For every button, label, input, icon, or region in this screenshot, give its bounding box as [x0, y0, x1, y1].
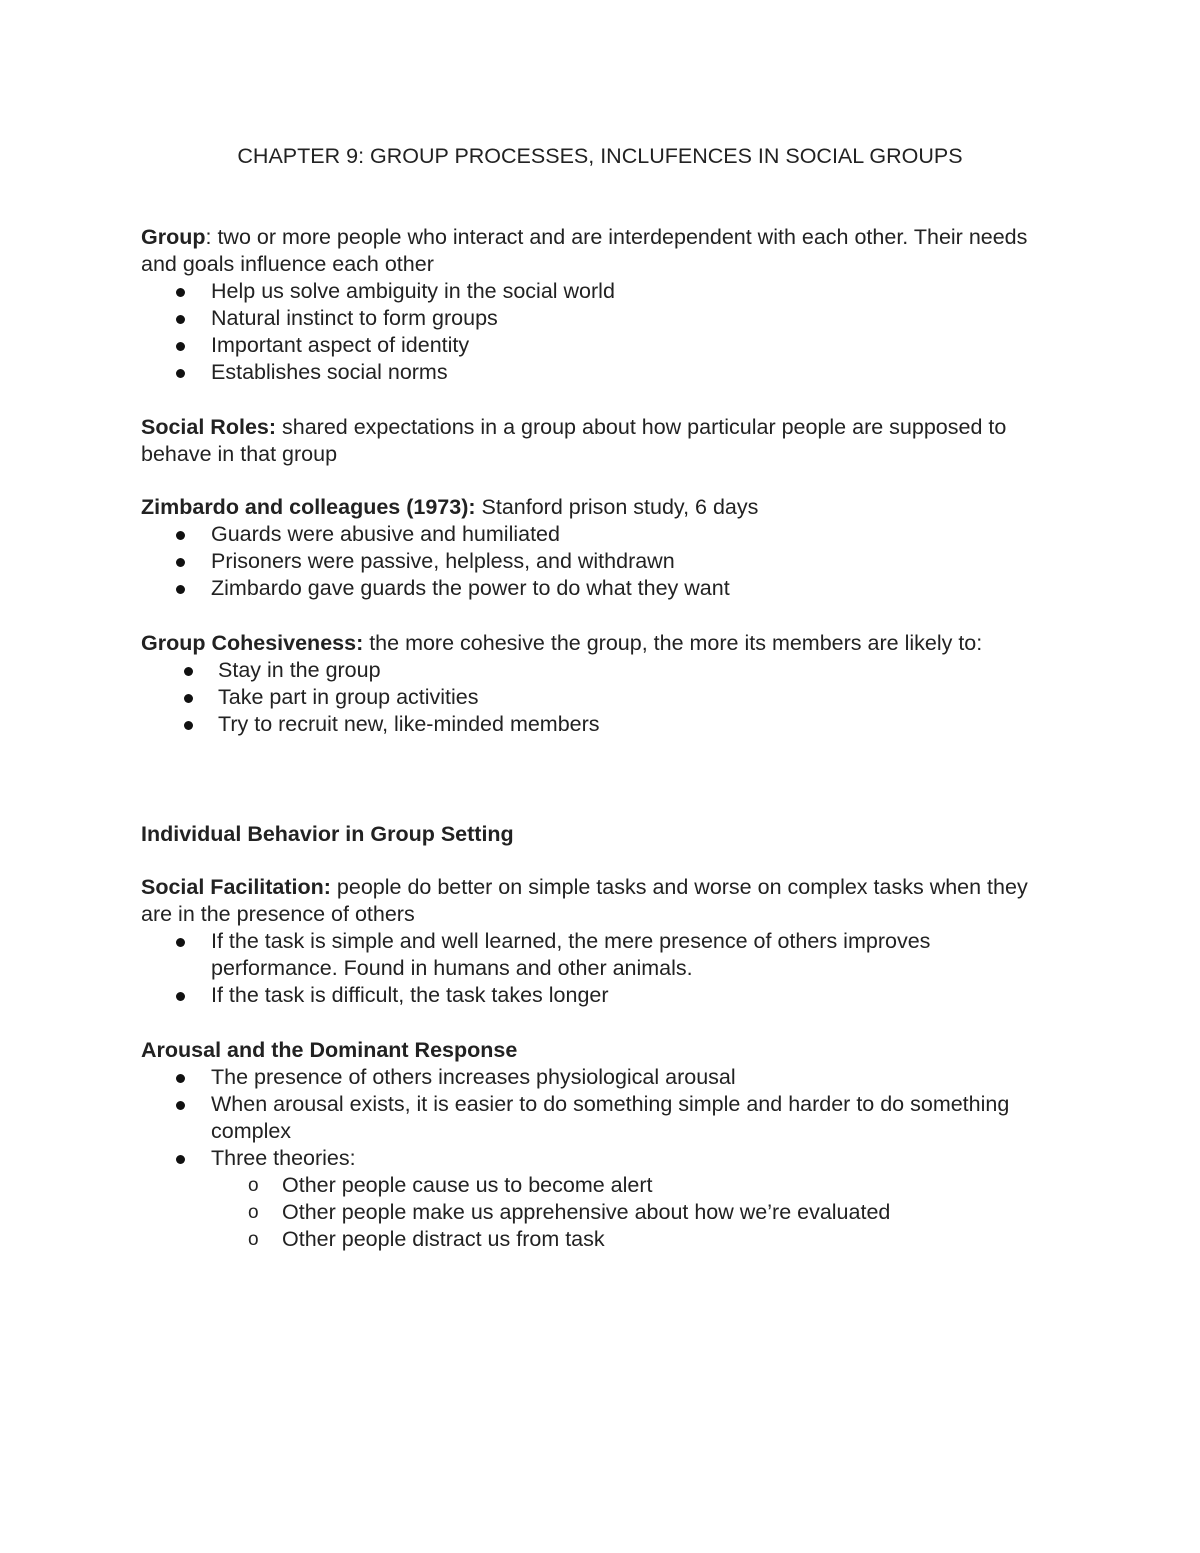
cohesiveness-definition — [141, 630, 1051, 657]
cohesiveness-bullet-list — [141, 657, 1051, 738]
group-section — [141, 224, 1051, 386]
list-item: Guards were abusive and humiliated — [141, 521, 1051, 548]
list-item: Zimbardo gave guards the power to do what they want — [141, 575, 1051, 602]
zimbardo-bullet-list — [141, 521, 1051, 602]
social-roles-definition-text: shared expectations in a group about how particular people are supposed to behave in that group — [141, 415, 1007, 466]
sub-list-item: o Other people make us apprehensive about how we’re evaluated — [141, 1199, 1051, 1226]
arousal-bullet-list — [141, 1064, 1051, 1172]
list-item: If the task is difficult, the task takes longer — [141, 982, 1051, 1009]
cohesiveness-definition-text: the more cohesive the group, the more its members are likely to: — [363, 631, 983, 655]
zimbardo-section — [141, 494, 1051, 602]
list-item: If the task is simple and well learned, the mere presence of others improves performance. Found in humans and other animals. — [141, 928, 1051, 982]
zimbardo-term: Zimbardo and colleagues (1973): — [141, 495, 476, 519]
sub-list-item: o Other people cause us to become alert — [141, 1172, 1051, 1199]
group-term: Group — [141, 225, 206, 249]
group-definition-text: : two or more people who interact and are interdependent with each other. Their needs and goals influence each other — [141, 225, 1028, 276]
list-item: When arousal exists, it is easier to do something simple and harder to do something complex — [141, 1091, 1051, 1145]
list-item: Natural instinct to form groups — [141, 305, 1051, 332]
social-roles-section — [141, 414, 1051, 468]
sub-list-item: o Other people distract us from task — [141, 1226, 1051, 1253]
list-item: Prisoners were passive, helpless, and withdrawn — [141, 548, 1051, 575]
list-item: Important aspect of identity — [141, 332, 1051, 359]
section-heading: Individual Behavior in Group Setting — [141, 822, 514, 846]
zimbardo-definition-text: Stanford prison study, 6 days — [475, 495, 759, 519]
facilitation-definition-text: people do better on simple tasks and worse on complex tasks when they are in the presence of others — [141, 875, 1028, 926]
theories-sub-list — [141, 1172, 1051, 1253]
cohesiveness-term: Group Cohesiveness: — [141, 631, 364, 655]
list-item: Take part in group activities — [141, 684, 1051, 711]
list-item: Three theories: — [141, 1145, 1051, 1172]
cohesiveness-section — [141, 630, 1051, 738]
facilitation-bullet-list — [141, 928, 1051, 1009]
facilitation-definition — [141, 874, 1051, 928]
arousal-heading: Arousal and the Dominant Response — [141, 1038, 518, 1062]
list-item: Try to recruit new, like-minded members — [141, 711, 1051, 738]
individual-behavior-section — [141, 821, 1051, 848]
list-item: Stay in the group — [141, 657, 1051, 684]
page-title: CHAPTER 9: GROUP PROCESSES, INCLUFENCES IN SOCIAL GROUPS — [237, 144, 963, 168]
zimbardo-definition — [141, 494, 1051, 521]
list-item: Help us solve ambiguity in the social world — [141, 278, 1051, 305]
group-definition — [141, 224, 1051, 278]
group-bullet-list — [141, 278, 1051, 386]
list-item: The presence of others increases physiological arousal — [141, 1064, 1051, 1091]
facilitation-term: Social Facilitation: — [141, 875, 331, 899]
arousal-section — [141, 1037, 1051, 1253]
social-roles-term: Social Roles: — [141, 415, 277, 439]
list-item: Establishes social norms — [141, 359, 1051, 386]
facilitation-section — [141, 874, 1051, 1009]
social-roles-definition — [141, 414, 1051, 468]
